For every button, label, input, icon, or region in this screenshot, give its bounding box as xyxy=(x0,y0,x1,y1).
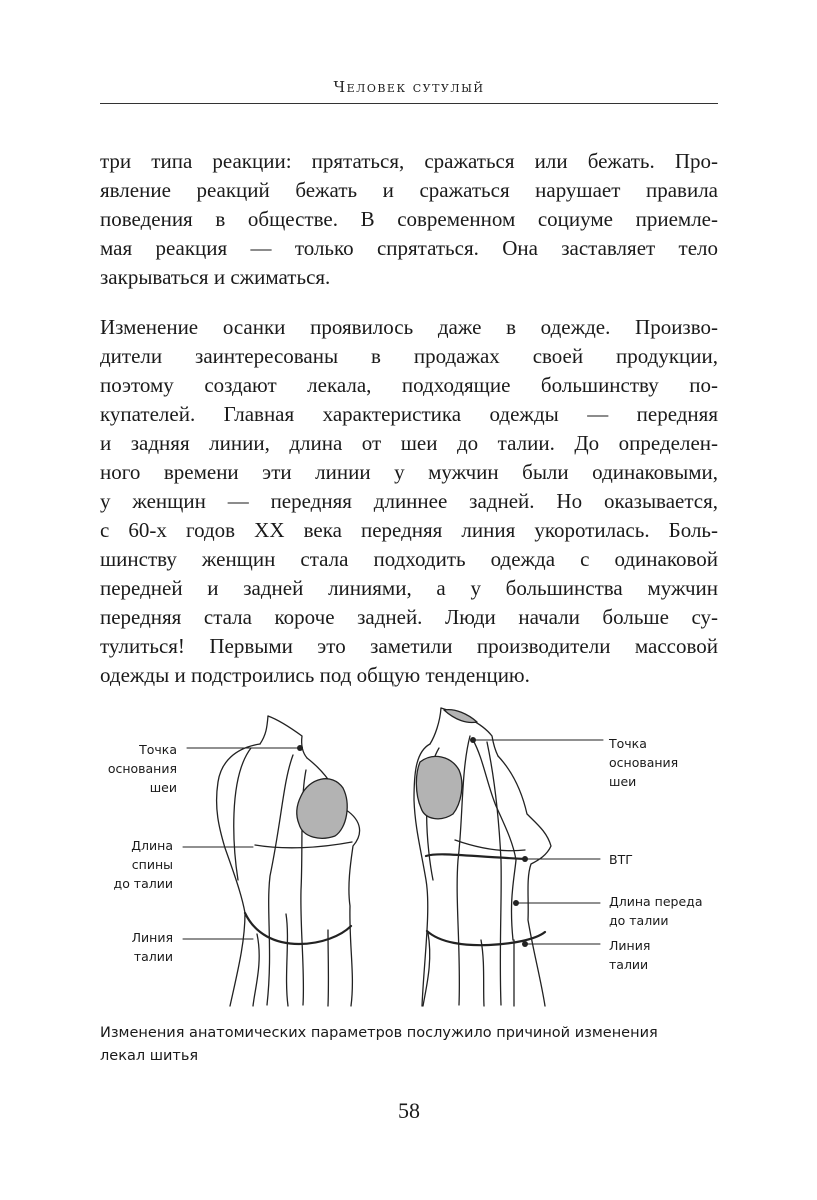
page-number: 58 xyxy=(398,1098,420,1123)
label-front-length xyxy=(609,892,719,930)
label-line: до талии xyxy=(609,913,669,928)
label-line: спины xyxy=(131,857,173,872)
label-line: ВТГ xyxy=(609,852,633,867)
text-line: ного времени эти линии у мужчин были одинаковыми, xyxy=(100,460,718,484)
label-line: талии xyxy=(609,957,649,972)
text-line: передняя стала короче задней. Люди начали больше су- xyxy=(100,605,718,629)
left-inner-back-2 xyxy=(267,755,293,1005)
label-line: Точка xyxy=(609,736,647,751)
text-line: с 60-х годов XX века передняя линия укоротилась. Боль- xyxy=(100,518,718,542)
right-bust-curve xyxy=(455,840,525,851)
left-lower-line-3 xyxy=(253,934,259,1006)
left-bust-curve xyxy=(255,842,352,848)
marker-dots xyxy=(297,737,528,947)
text-line: мая реакция — только спрятаться. Она заставляет тело xyxy=(100,236,718,260)
paragraph-2 xyxy=(100,313,718,690)
text-line: и задняя линии, длина от шеи до талии. До определен- xyxy=(100,431,718,455)
label-line: до талии xyxy=(113,876,173,891)
text-line: поведения в обществе. В современном социуме приемле- xyxy=(100,207,718,231)
label-btg xyxy=(609,850,719,869)
label-line: талии xyxy=(133,949,173,964)
dot-right-neck xyxy=(470,737,476,743)
caption-line: лекал шитья xyxy=(100,1048,199,1064)
text-line: купателей. Главная характеристика одежды — передняя xyxy=(100,402,718,426)
caption-line: Изменения анатомических параметров послужило причиной изменения xyxy=(100,1025,658,1041)
left-back-outline xyxy=(217,744,260,1006)
left-inner-back-1 xyxy=(234,748,251,880)
dot-right-waist xyxy=(522,941,528,947)
mannequin-figure xyxy=(95,700,720,1020)
text-line: закрываться и сжиматься. xyxy=(100,265,331,289)
right-btg-line xyxy=(426,854,525,859)
dot-right-front-length xyxy=(513,900,519,906)
label-line: Линия xyxy=(131,930,173,945)
text-line: три типа реакции: прятаться, сражаться или бежать. Про- xyxy=(100,149,718,173)
right-neck-top xyxy=(444,710,477,723)
label-left-neck-point xyxy=(95,740,177,797)
text-line: дители заинтересованы в продажах своей продукции, xyxy=(100,344,718,368)
right-mannequin xyxy=(414,708,551,1006)
label-line: Точка xyxy=(139,742,177,757)
paragraph-1 xyxy=(100,147,718,292)
left-lower-line-1 xyxy=(286,914,288,1006)
label-left-waist xyxy=(95,928,173,966)
left-neck-back xyxy=(260,716,268,744)
label-line: шеи xyxy=(149,780,177,795)
right-front-outline xyxy=(498,756,551,1006)
label-line: шеи xyxy=(609,774,637,789)
right-inner-front xyxy=(487,742,501,1005)
text-line: поэтому создают лекала, подходящие большинству по- xyxy=(100,373,718,397)
label-line: основания xyxy=(107,761,177,776)
text-line: у женщин — передняя длиннее задней. Но оказывается, xyxy=(100,489,718,513)
left-neck-front xyxy=(268,716,307,758)
left-waist-line xyxy=(245,913,351,944)
label-line: основания xyxy=(609,755,679,770)
text-line: одежды и подстроились под общую тенденцию. xyxy=(100,663,530,687)
dot-right-btg xyxy=(522,856,528,862)
label-right-waist xyxy=(609,936,719,974)
running-head: Человек сутулый xyxy=(333,78,485,96)
label-back-length xyxy=(95,836,173,893)
figure-caption xyxy=(100,1022,718,1068)
text-line: тулиться! Первыми это заметили производители массовой xyxy=(100,634,718,658)
right-neck-back xyxy=(430,708,441,744)
dot-left-neck xyxy=(297,745,303,751)
header-rule xyxy=(100,103,718,104)
left-mannequin xyxy=(217,716,360,1006)
label-line: Длина переда xyxy=(609,894,703,909)
right-armhole xyxy=(416,756,462,818)
right-lower-line-2 xyxy=(481,940,484,1006)
text-line: явление реакций бежать и сражаться нарушает правила xyxy=(100,178,718,202)
label-right-neck-point xyxy=(609,734,719,791)
label-line: Линия xyxy=(609,938,651,953)
text-line: шинству женщин стала подходить одежда с одинаковой xyxy=(100,547,718,571)
text-line: передней и задней линиями, а у большинства мужчин xyxy=(100,576,718,600)
label-line: Длина xyxy=(131,838,173,853)
text-line: Изменение осанки проявилось даже в одежде. Произво- xyxy=(100,315,718,339)
